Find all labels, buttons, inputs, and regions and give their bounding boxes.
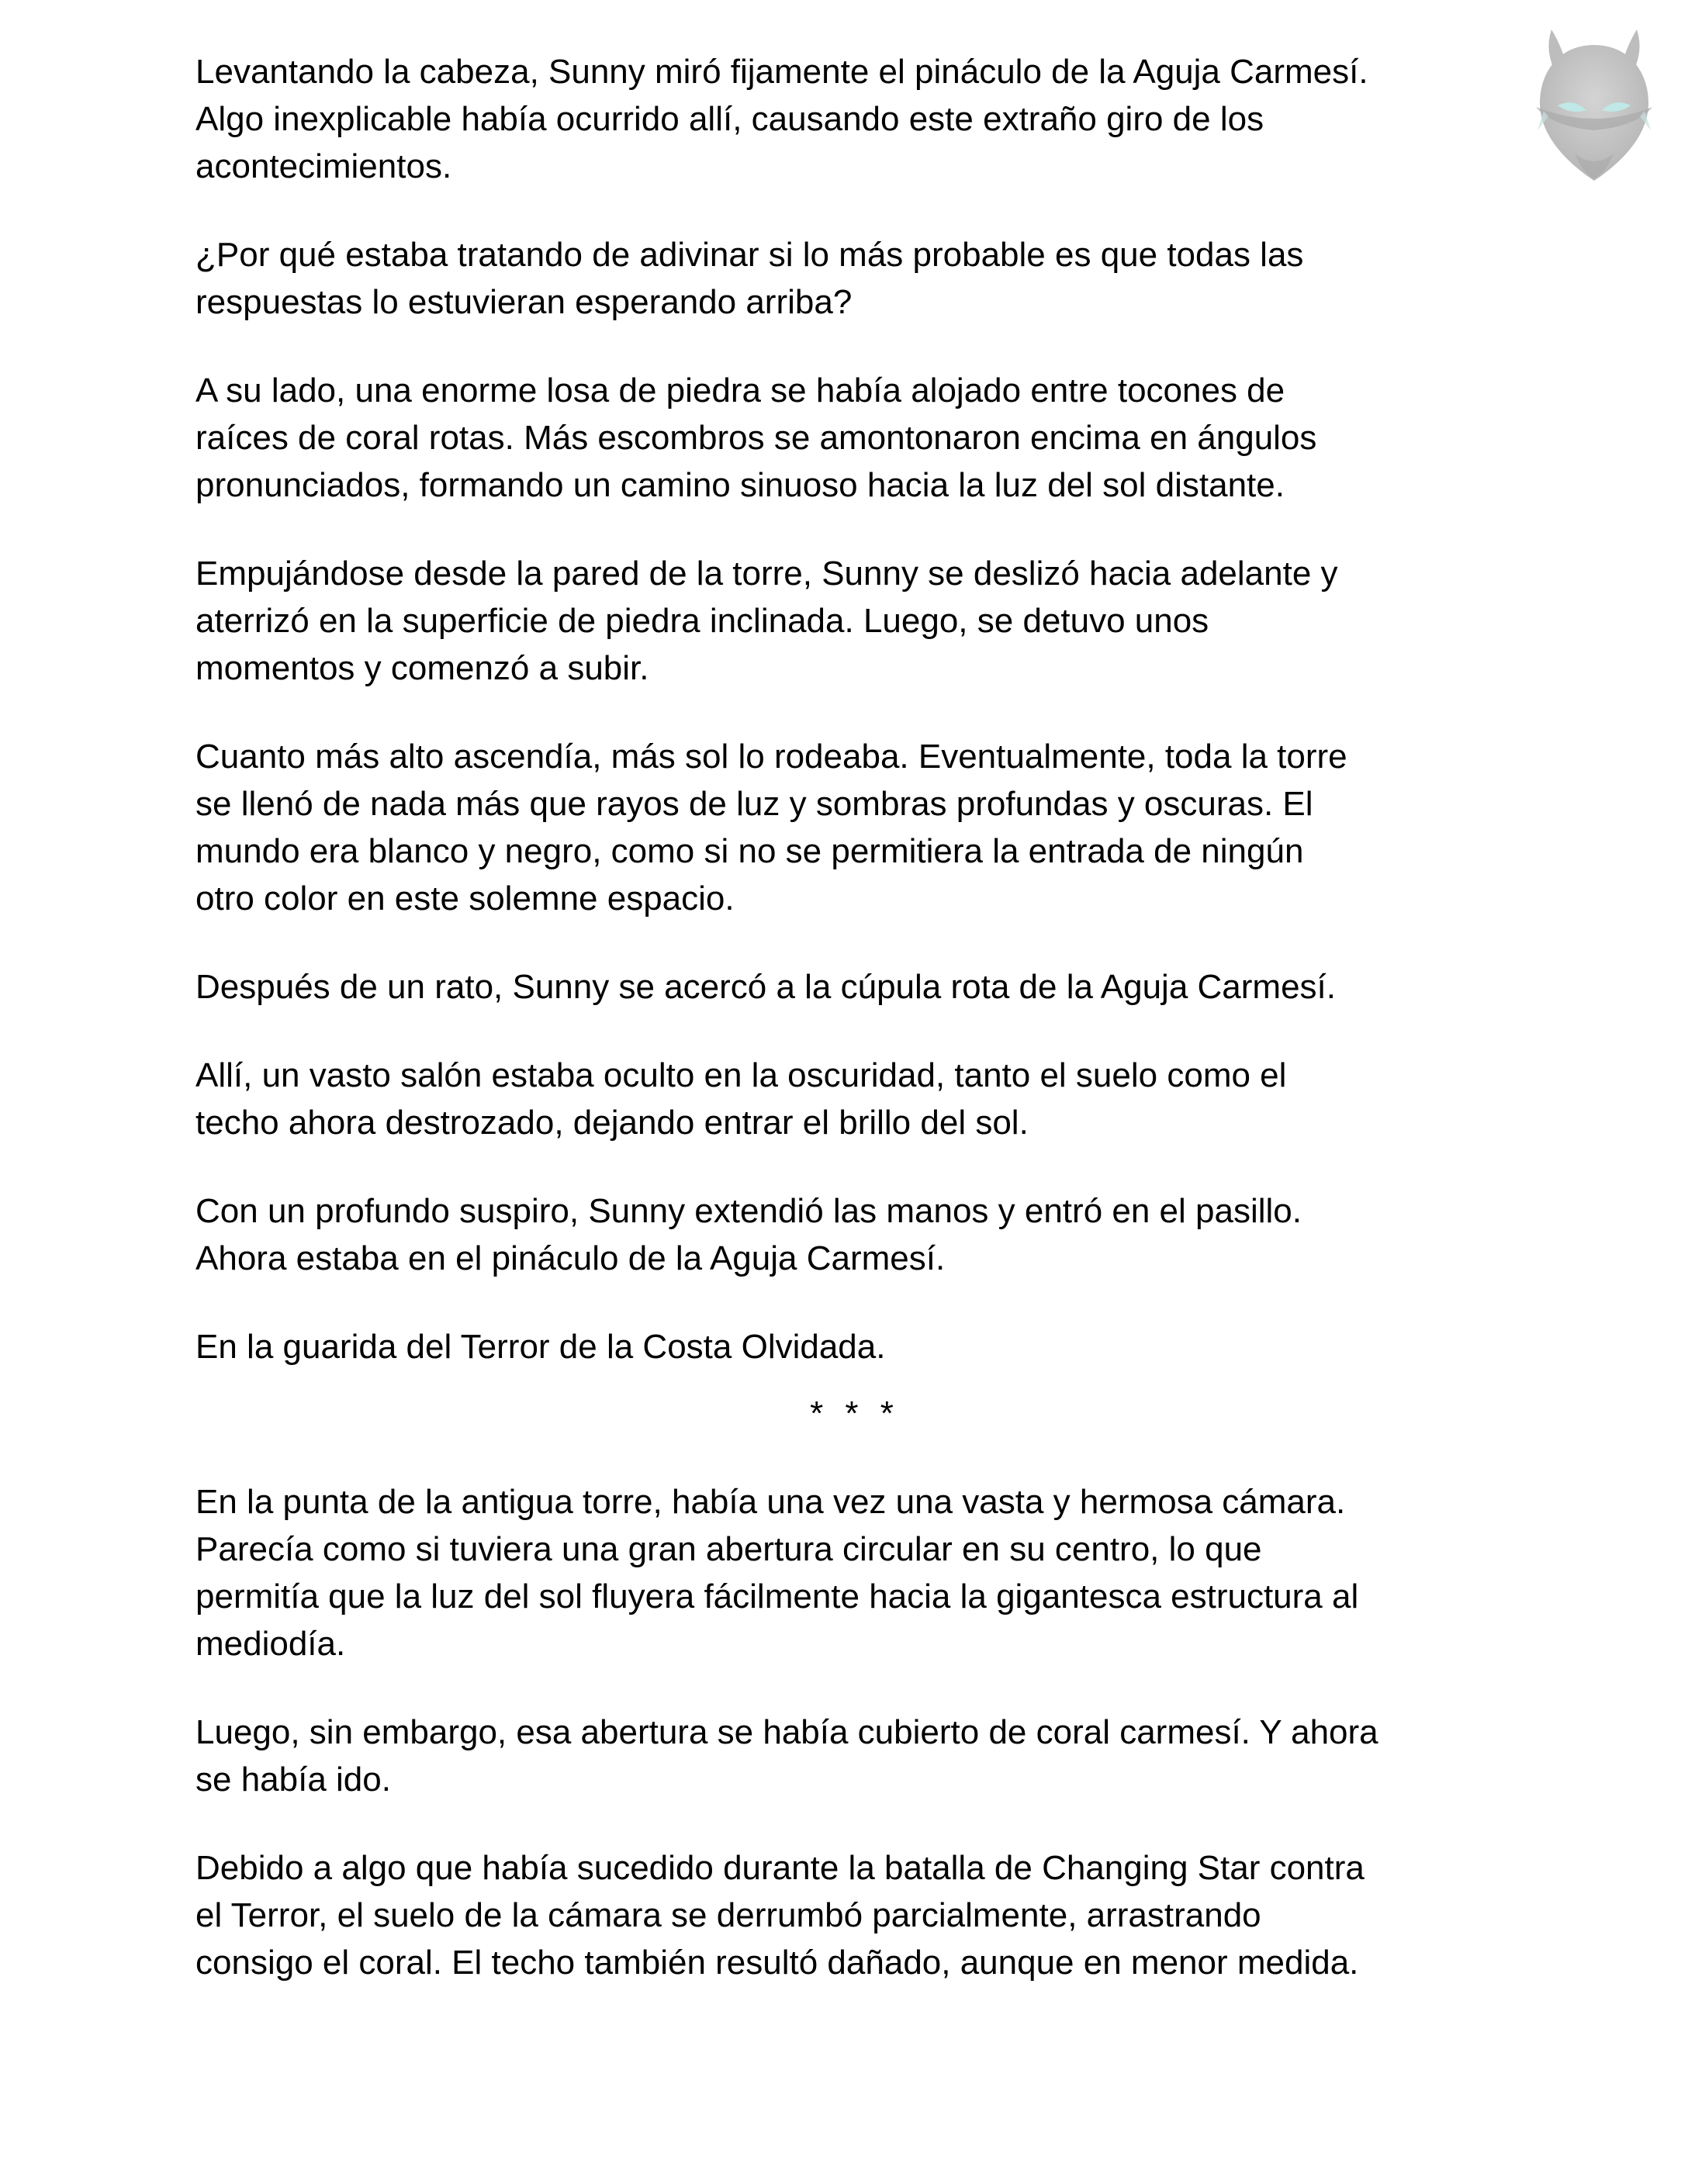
paragraph: A su lado, una enorme losa de piedra se había alojado entre tocones de raíces de coral rotas. Más escombros se amontonaron encima en ángulos pronunciados, formando un camino sinuoso hacia la luz del sol distante. xyxy=(195,371,1317,504)
paragraph: En la guarida del Terror de la Costa Olvidada. xyxy=(195,1328,886,1366)
paragraph: Después de un rato, Sunny se acercó a la cúpula rota de la Aguja Carmesí. xyxy=(195,968,1336,1006)
document-body xyxy=(195,48,1514,2027)
paragraph: Empujándose desde la pared de la torre, Sunny se deslizó hacia adelante y aterrizó en la superficie de piedra inclinada. Luego, se detuvo unos momentos y comenzó a subir. xyxy=(195,555,1338,687)
paragraph: Con un profundo suspiro, Sunny extendió las manos y entró en el pasillo. Ahora estaba en el pináculo de la Aguja Carmesí. xyxy=(195,1192,1302,1277)
demon-mask-icon xyxy=(1520,14,1668,192)
paragraph: Cuanto más alto ascendía, más sol lo rodeaba. Eventualmente, toda la torre se llenó de nada más que rayos de luz y sombras profundas y oscuras. El mundo era blanco y negro, como si no se permitiera la entrada de ningún otro color en este solemne espacio. xyxy=(195,738,1347,917)
paragraph: En la punta de la antigua torre, había una vez una vasta y hermosa cámara. Parecía como si tuviera una gran abertura circular en su centro, lo que permitía que la luz del sol fluyera fácilmente hacia la gigantesca estructura al mediodía. xyxy=(195,1483,1359,1663)
paragraph: Allí, un vasto salón estaba oculto en la oscuridad, tanto el suelo como el techo ahora destrozado, dejando entrar el brillo del sol. xyxy=(195,1056,1287,1142)
paragraph: Luego, sin embargo, esa abertura se había cubierto de coral carmesí. Y ahora se había ido. xyxy=(195,1713,1378,1799)
paragraph: Levantando la cabeza, Sunny miró fijamente el pináculo de la Aguja Carmesí. Algo inexplicable había ocurrido allí, causando este extraño giro de los acontecimientos. xyxy=(195,53,1368,185)
paragraph: Debido a algo que había sucedido durante la batalla de Changing Star contra el Terror, el suelo de la cámara se derrumbó parcialmente, arrastrando consigo el coral. El techo también resultó dañado, aunque en menor medida. xyxy=(195,1849,1365,1982)
paragraph: ¿Por qué estaba tratando de adivinar si lo más probable es que todas las respuestas lo estuvieran esperando arriba? xyxy=(195,236,1304,321)
scene-separator: * * * xyxy=(810,1394,900,1432)
